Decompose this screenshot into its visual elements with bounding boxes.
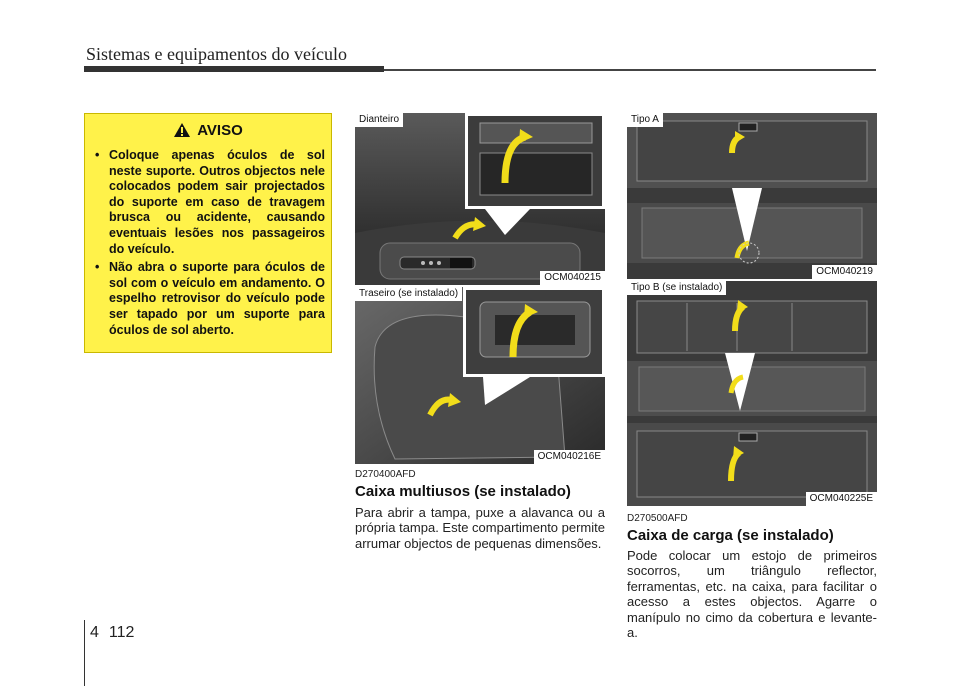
warning-triangle-icon — [173, 122, 191, 138]
section-code: D270400AFD — [355, 469, 416, 480]
warning-list — [93, 148, 325, 341]
page-header-title: Sistemas e equipamentos do veículo — [86, 44, 347, 64]
figure-rear-multibox — [355, 287, 605, 464]
figure-label: Tipo A — [627, 113, 663, 127]
warning-item: • Coloque apenas óculos de sol neste suporte. Outros objectos nele colocados podem sair projectados do suporte em caso de travagem brusca ou acidente, causando eventuais lesões nos passageiros do veículo. — [93, 148, 325, 257]
page-index: 112 — [108, 624, 135, 641]
figure-code: OCM040219 — [812, 265, 877, 279]
warning-heading-text: AVISO — [197, 122, 243, 139]
section-body: Pode colocar um estojo de primeiros socorros, um triângulo reflector, ferramentas, etc. na caixa, para facilitar o acesso a estes objectos. Agarre o manípulo no cimo da cobertura e levante-a. — [627, 548, 877, 641]
figure-code: OCM040225E — [806, 492, 877, 506]
section-code: D270500AFD — [627, 513, 688, 524]
figure-cargo-type-b — [627, 281, 877, 506]
figure-front-multibox — [355, 113, 605, 285]
chapter-number: 4 — [90, 624, 99, 641]
figure-code: OCM040215 — [540, 271, 605, 285]
figure-label: Tipo B (se instalado) — [627, 281, 726, 295]
footer-rule — [84, 620, 85, 686]
warning-heading — [85, 122, 331, 139]
section-title: Caixa de carga (se instalado) — [627, 527, 834, 544]
figure-label: Dianteiro — [355, 113, 403, 127]
figure-label: Traseiro (se instalado) — [355, 287, 462, 301]
warning-item: • Não abra o suporte para óculos de sol com o veículo em andamento. O espelho retrovisor do veículo pode ser tapado por um suporte para óculos de sol aberto. — [93, 260, 325, 338]
figure-cargo-type-a — [627, 113, 877, 279]
page-number — [90, 624, 134, 642]
section-title: Caixa multiusos (se instalado) — [355, 483, 571, 500]
header-rule-thick — [84, 66, 384, 72]
header-rule-thin — [384, 69, 876, 71]
figure-code: OCM040216E — [534, 450, 605, 464]
warning-box — [84, 113, 332, 353]
section-body: Para abrir a tampa, puxe a alavanca ou a própria tampa. Este compartimento permite arrumar objectos de pequenas dimensões. — [355, 505, 605, 551]
